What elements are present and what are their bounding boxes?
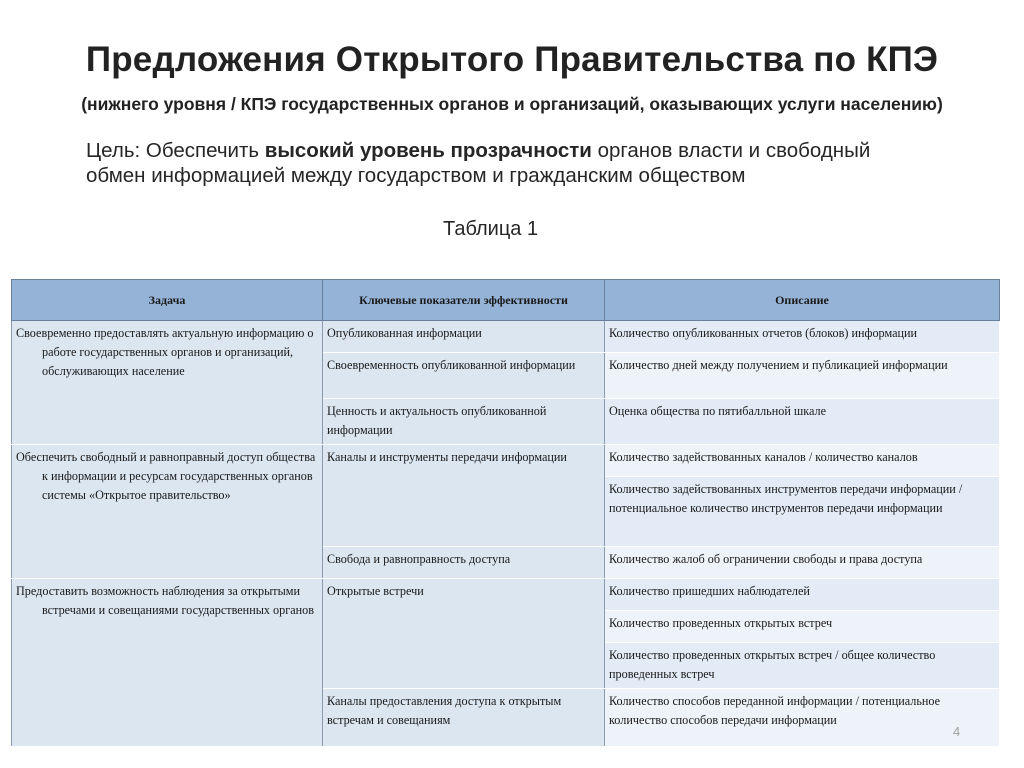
task-text: Предоставить возможность наблюдения за открытыми встречами и совещаниями государственных органов [16, 584, 315, 617]
task-text: Своевременно предоставлять актуальную информацию о работе государственных органов и организаций, обслуживающих население [16, 326, 314, 378]
kpi-table [11, 279, 1000, 747]
kpi-cell: Своевременность опубликованной информации [323, 353, 605, 399]
task-cell [12, 579, 323, 747]
goal-emphasis: высокий уровень прозрачности [264, 139, 592, 162]
kpi-cell: Каналы и инструменты передачи информации [323, 445, 605, 547]
description-cell: Количество проведенных открытых встреч / общее количество проведенных встреч [605, 643, 1000, 689]
table-header-row [12, 280, 1000, 321]
task-cell [12, 321, 323, 445]
description-cell: Количество жалоб об ограничении свободы и права доступа [605, 547, 1000, 579]
kpi-cell: Ценность и актуальность опубликованной информации [323, 399, 605, 445]
page-number: 4 [953, 724, 961, 739]
header-description: Описание [605, 280, 1000, 321]
kpi-cell: Каналы предоставления доступа к открытым встречам и совещаниям [323, 689, 605, 747]
description-cell: Количество пришедших наблюдателей [605, 579, 1000, 611]
table-row [12, 321, 1000, 353]
task-text: Обеспечить свободный и равноправный доступ общества к информации и ресурсам государственных органов системы «Открытое правительство» [16, 450, 316, 502]
description-cell: Количество задействованных каналов / количество каналов [605, 445, 1000, 477]
table-row [12, 579, 1000, 611]
description-cell: Количество опубликованных отчетов (блоков) информации [605, 321, 1000, 353]
slide-title: Предложения Открытого Правительства по КПЭ [85, 40, 939, 79]
table-row [12, 445, 1000, 477]
kpi-cell: Опубликованная информации [323, 321, 605, 353]
table-caption: Таблица 1 [443, 218, 539, 240]
kpi-cell: Свобода и равноправность доступа [323, 547, 605, 579]
slide-subtitle: (нижнего уровня / КПЭ государственных органов и организаций, оказывающих услуги населению) [81, 94, 943, 114]
description-cell: Количество проведенных открытых встреч [605, 611, 1000, 643]
task-cell [12, 445, 323, 579]
description-cell: Количество дней между получением и публикацией информации [605, 353, 1000, 399]
goal-statement [86, 138, 906, 188]
header-task: Задача [12, 280, 323, 321]
description-cell: Количество способов переданной информации / потенциальное количество способов передачи информации [605, 689, 1000, 747]
header-kpi: Ключевые показатели эффективности [323, 280, 605, 321]
description-cell: Количество задействованных инструментов передачи информации / потенциальное количество инструментов передачи информации [605, 477, 1000, 547]
description-cell: Оценка общества по пятибалльной шкале [605, 399, 1000, 445]
goal-suffix: органов власти и свободный обмен информацией между государством и гражданским обществом [86, 139, 871, 187]
goal-prefix: Цель: Обеспечить [86, 139, 265, 162]
kpi-cell: Открытые встречи [323, 579, 605, 689]
